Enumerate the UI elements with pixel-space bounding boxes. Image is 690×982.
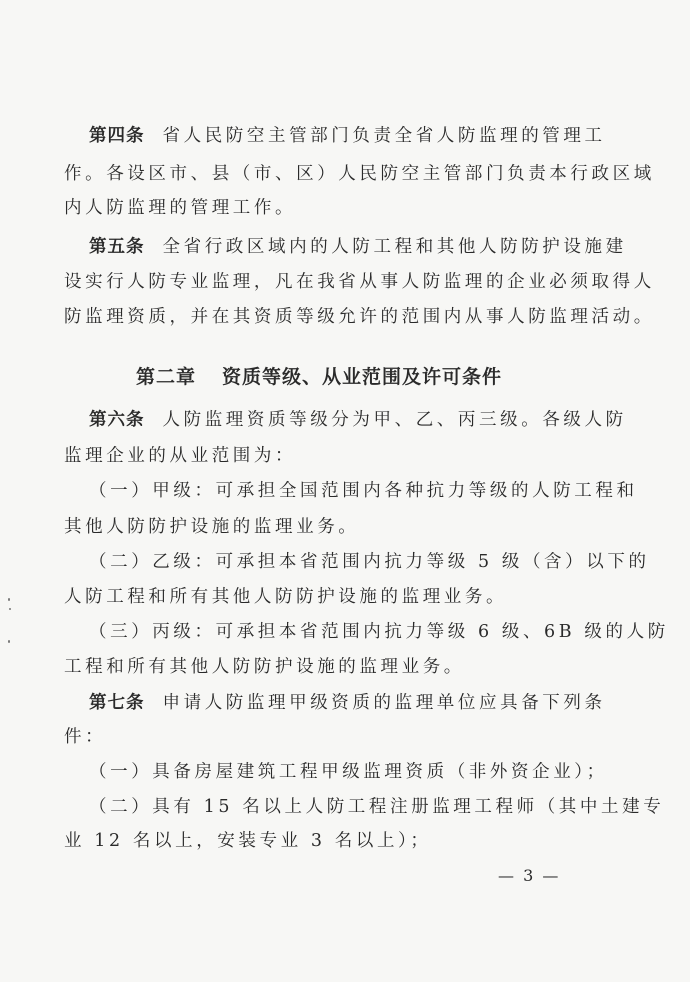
article-6-item-3-line-1: （三）丙级：可承担本省范围内抗力等级 6 级、6B 级的人防: [89, 622, 669, 642]
article-6-item-2-line-1: （二）乙级：可承担本省范围内抗力等级 5 级（含）以下的: [89, 552, 650, 572]
article-4-line-2: 作。各设区市、县（市、区）人民防空主管部门负责本行政区域: [64, 164, 655, 184]
article-6-line-2: 监理企业的从业范围为：: [64, 446, 297, 466]
article-6-text-1: 人防监理资质等级分为甲、乙、丙三级。各级人防: [162, 410, 627, 430]
article-5-line-1: [89, 233, 627, 258]
scan-speck: [8, 640, 10, 643]
article-7-line-1: [89, 689, 606, 714]
article-4-line-3: 内人防监理的管理工作。: [64, 198, 297, 218]
article-4-label: 第四条: [89, 126, 145, 146]
article-6-item-1-line-1: （一）甲级：可承担全国范围内各种抗力等级的人防工程和: [89, 481, 638, 501]
article-7-item-2-line-1: （二）具有 15 名以上人防工程注册监理工程师（其中土建专: [89, 797, 665, 817]
chapter-heading: [136, 362, 502, 389]
scan-speck: [9, 608, 11, 610]
article-7-label: 第七条: [89, 693, 145, 713]
article-5-label: 第五条: [89, 237, 145, 257]
article-7-item-2-line-2: 业 12 名以上，安装专业 3 名以上）；: [64, 831, 432, 851]
article-5-line-3: 防监理资质，并在其资质等级允许的范围内从事人防监理活动。: [64, 307, 655, 327]
article-5-text-1: 全省行政区域内的人防工程和其他人防防护设施建: [162, 237, 627, 257]
article-7-line-2: 件：: [64, 727, 107, 747]
article-5-line-2: 设实行人防专业监理，凡在我省从事人防监理的企业必须取得人: [64, 272, 655, 292]
chapter-title: 资质等级、从业范围及许可条件: [222, 366, 503, 388]
article-6-item-2-line-2: 人防工程和所有其他人防防护设施的监理业务。: [64, 587, 508, 607]
article-6-item-1-line-2: 其他人防防护设施的监理业务。: [64, 517, 360, 537]
article-7-text-1: 申请人防监理甲级资质的监理单位应具备下列条: [162, 693, 606, 713]
article-6-label: 第六条: [89, 410, 145, 430]
article-6-line-1: [89, 406, 627, 431]
article-6-item-3-line-2: 工程和所有其他人防防护设施的监理业务。: [64, 657, 465, 677]
article-4-line-1: [89, 122, 606, 147]
article-4-text-1: 省人民防空主管部门负责全省人防监理的管理工: [162, 126, 606, 146]
scan-speck: [8, 598, 10, 601]
article-7-item-1: （一）具备房屋建筑工程甲级监理资质（非外资企业）；: [89, 762, 608, 782]
chapter-number: 第二章: [136, 366, 197, 388]
page-number: — 3 —: [498, 866, 561, 885]
